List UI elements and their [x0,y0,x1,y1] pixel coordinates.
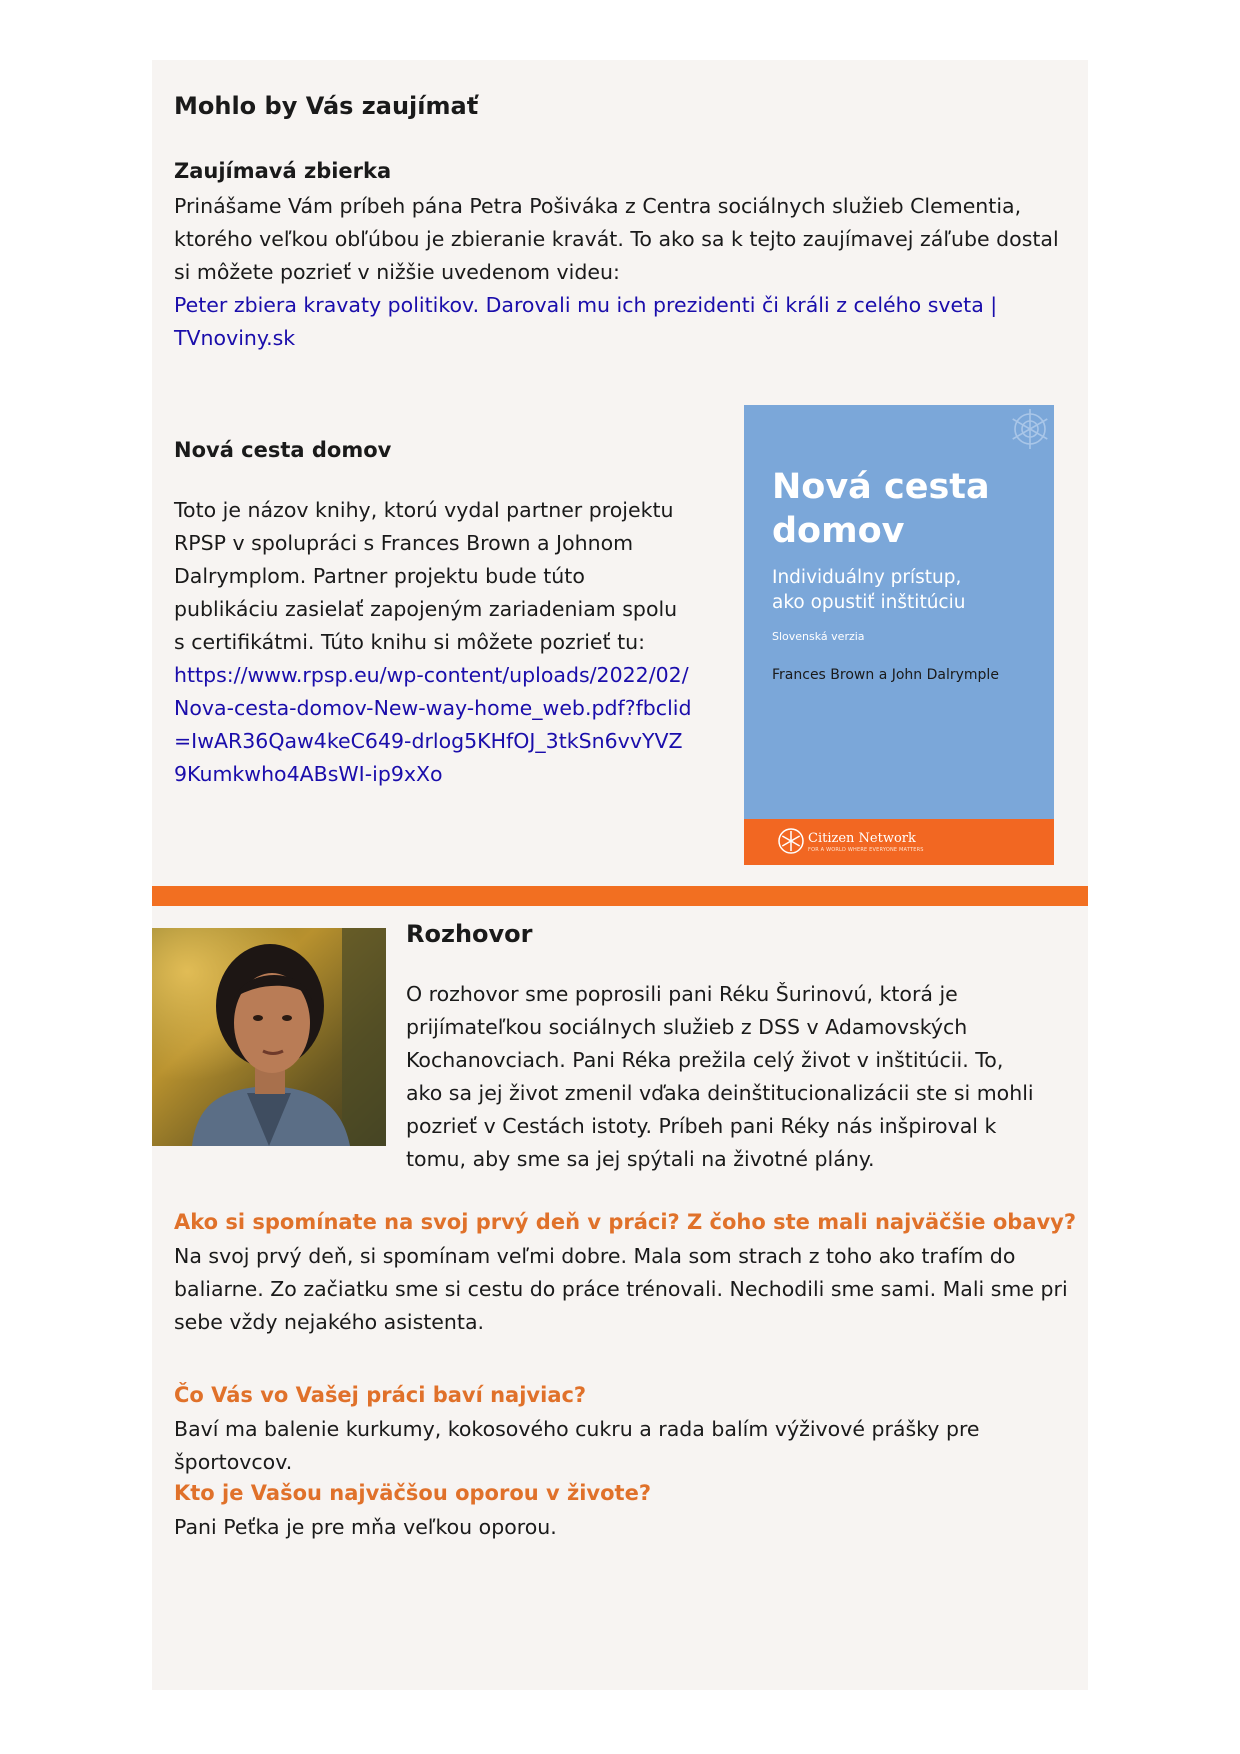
item-heading-book: Nová cesta domov [174,438,392,462]
cover-title-line2: domov [772,511,905,551]
answer-3: Pani Peťka je pre mňa veľkou oporou. [174,1515,557,1539]
book-cover-image [744,405,1054,865]
book-link[interactable]: https://www.rpsp.eu/wp-content/uploads/2022/02/Nova-cesta-domov-New-way-home_web.pdf?fbclid=IwAR36Qaw4keC649-drlog5KHfOJ_3tkSn6vvYVZ9Kumkwho4ABsWI-ip9xXo [174,663,692,786]
item-text-book: Toto je názov knihy, ktorú vydal partner projektu RPSP v spolupráci s Frances Brown a Johnom Dalrymplom. Partner projektu bude túto publikáciu zasielať zapojeným zariadeniam spolu s certifikátmi. Túto knihu si môžete pozrieť tu: [174,498,678,654]
cover-title-line1: Nová cesta [772,467,990,507]
question-3: Kto je Vašou najväčšou oporou v živote? [174,1481,652,1505]
cover-subtitle-line1: Individuálny prístup, [772,567,962,588]
cover-publisher-tagline: FOR A WORLD WHERE EVERYONE MATTERS [808,847,924,853]
section-divider [152,886,1088,906]
question-1: Ako si spomínate na svoj prvý deň v práci? Z čoho ste mali najväčšie obavy? [174,1210,1077,1234]
section-title: Mohlo by Vás zaujímať [174,92,479,120]
cover-subtitle-line2: ako opustiť inštitúciu [772,592,966,613]
answer-2: Baví ma balenie kurkumy, kokosového cukru a rada balím výživové prášky pre športovcov. [174,1417,980,1474]
cover-publisher: Citizen Network [808,831,916,846]
snowflake-icon [1008,407,1052,451]
video-link[interactable]: Peter zbiera kravaty politikov. Darovali mu ich prezidenti či králi z celého sveta | TVnoviny.sk [174,293,998,350]
citizen-network-logo-icon [778,828,804,854]
cover-publisher-band [744,819,1054,865]
interviewee-photo [152,928,386,1146]
cover-authors: Frances Brown a John Dalrymple [772,667,999,683]
interview-intro: O rozhovor sme poprosili pani Réku Šurinovú, ktorá je prijímateľkou sociálnych služieb z DSS v Adamovských Kochanovciach. Pani Réka prežila celý život v inštitúcii. To, ako sa jej život zmenil vďaka deinštitucionalizácii ste si mohli pozrieť v Cestách istoty. Príbeh pani Réky nás inšpiroval k tomu, aby sme sa jej spýtali na životné plány. [406,982,1034,1171]
answer-1: Na svoj prvý deň, si spomínam veľmi dobre. Mala som strach z toho ako trafím do baliarne. Zo začiatku sme si cestu do práce trénovali. Nechodili sme sami. Mali sme pri sebe vždy nejakého asistenta. [174,1244,1068,1334]
item-text-collection: Prinášame Vám príbeh pána Petra Pošiváka z Centra sociálnych služieb Clementia, ktorého veľkou obľúbou je zbieranie kravát. To ako sa k tejto zaujímavej záľube dostal si môžete pozrieť v nižšie uvedenom videu: [174,194,1059,284]
cover-version: Slovenská verzia [772,630,865,643]
interview-title: Rozhovor [406,920,533,948]
item-heading-collection: Zaujímavá zbierka [174,159,392,183]
question-2: Čo Vás vo Vašej práci baví najviac? [174,1383,587,1407]
